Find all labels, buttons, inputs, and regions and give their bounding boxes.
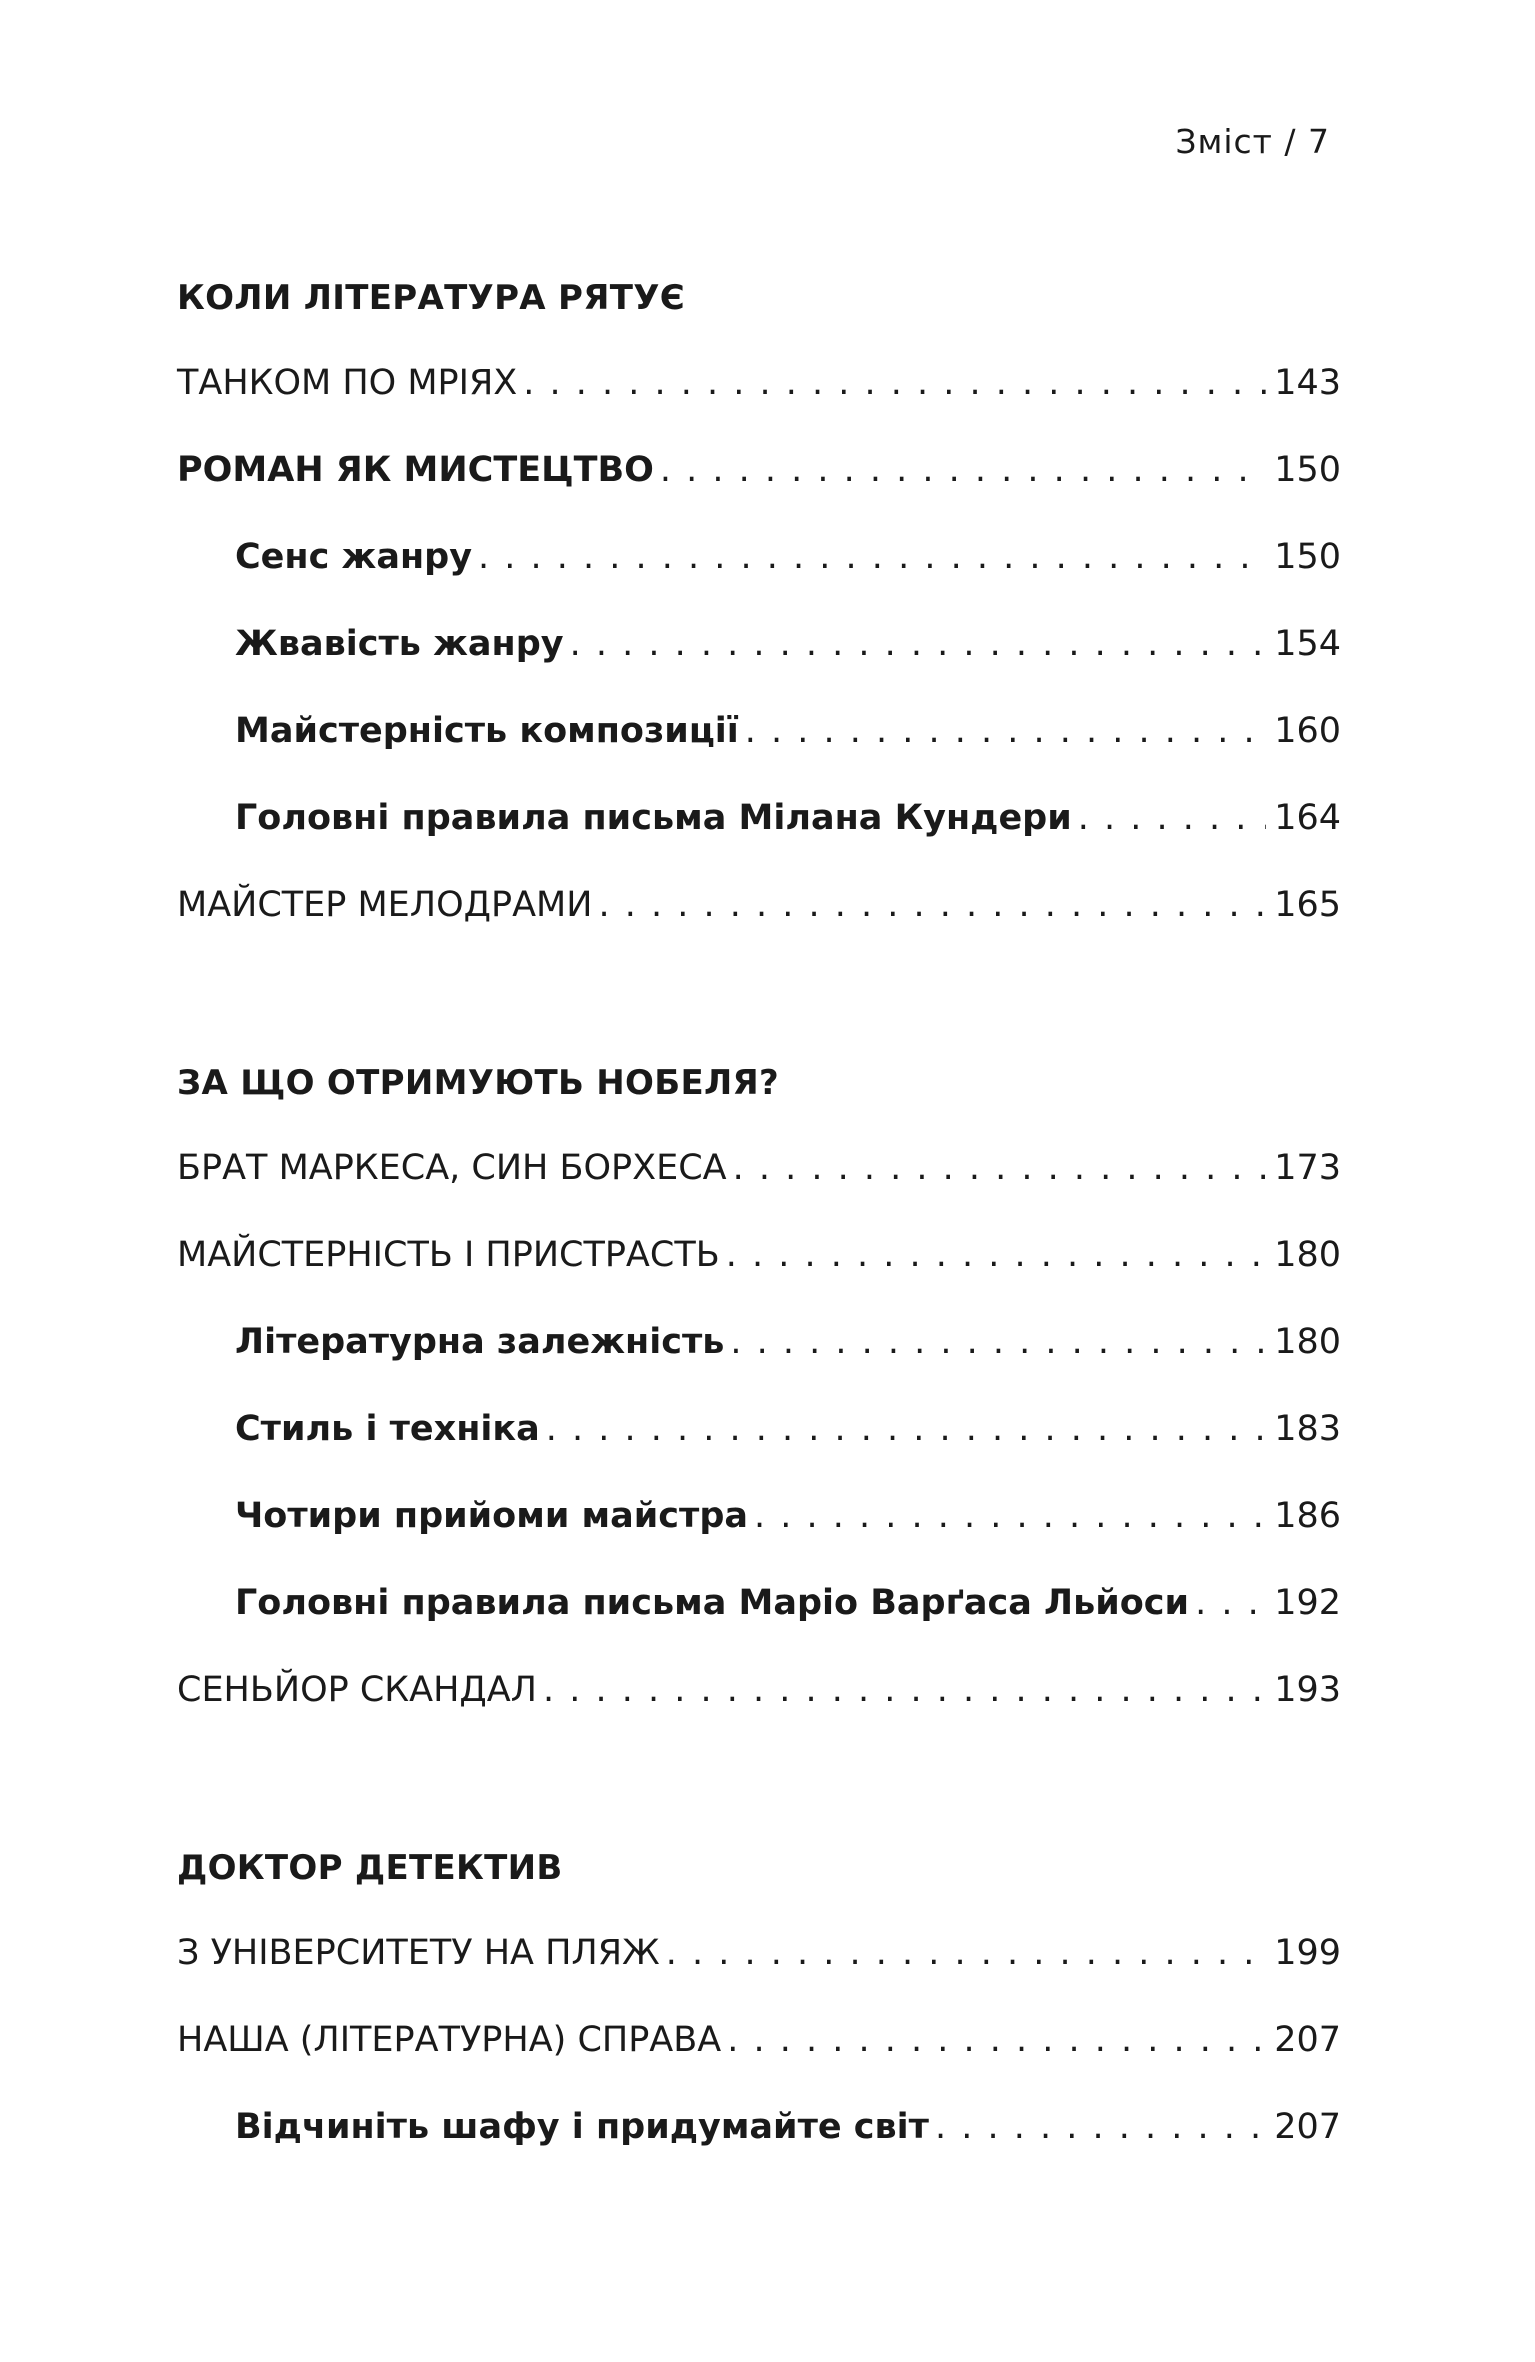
toc-entry-title: Стиль і техніка [235, 1409, 540, 1449]
dot-leader [726, 1235, 1266, 1275]
dot-leader [543, 1670, 1266, 1710]
dot-leader [745, 711, 1266, 751]
toc-entry-page: 154 [1274, 624, 1341, 664]
dot-leader [598, 885, 1266, 925]
dot-leader [666, 1933, 1266, 1973]
toc-entry-page: 173 [1274, 1148, 1341, 1188]
dot-leader [523, 363, 1266, 403]
toc-entry [177, 885, 1341, 933]
toc-entry [177, 1235, 1341, 1283]
toc-subentry [235, 1496, 1341, 1544]
toc-entry-title: Головні правила письма Мілана Кундери [235, 798, 1072, 838]
toc-entry-title: Відчиніть шафу і придумайте світ [235, 2107, 929, 2147]
toc-entry-page: 183 [1274, 1409, 1341, 1449]
toc-entry-page: 193 [1274, 1670, 1341, 1710]
toc-entry [177, 1933, 1341, 1981]
toc-subentry [235, 1322, 1341, 1370]
toc-entry-title: МАЙСТЕРНІСТЬ І ПРИСТРАСТЬ [177, 1235, 720, 1275]
toc-entry-title: СЕНЬЙОР СКАНДАЛ [177, 1670, 537, 1710]
dot-leader [1195, 1583, 1266, 1623]
toc-entry-page: 207 [1274, 2107, 1341, 2147]
running-head: Зміст / 7 [1175, 122, 1330, 161]
toc-entry-page: 180 [1274, 1322, 1341, 1362]
toc-entry-title: РОМАН ЯК МИСТЕЦТВО [177, 450, 654, 490]
toc-subentry [235, 537, 1341, 585]
dot-leader [727, 2020, 1266, 2060]
toc-entry-title: Літературна залежність [235, 1322, 725, 1362]
section-heading: ДОКТОР ДЕТЕКТИВ [177, 1848, 563, 1888]
toc-subentry [235, 711, 1341, 759]
dot-leader [660, 450, 1266, 490]
toc-subentry [235, 798, 1341, 846]
toc-entry-title: Сенс жанру [235, 537, 473, 577]
dot-leader [546, 1409, 1266, 1449]
toc-entry-page: 199 [1274, 1933, 1341, 1973]
toc-entry-page: 143 [1274, 363, 1341, 403]
toc-entry [177, 450, 1341, 498]
toc-entry-title: НАША (ЛІТЕРАТУРНА) СПРАВА [177, 2020, 722, 2060]
toc-entry-page: 207 [1274, 2020, 1341, 2060]
toc-entry [177, 363, 1341, 411]
toc-entry [177, 2020, 1341, 2068]
toc-subentry [235, 1409, 1341, 1457]
dot-leader [730, 1322, 1266, 1362]
toc-entry-page: 150 [1274, 537, 1341, 577]
toc-entry-page: 165 [1274, 885, 1341, 925]
toc-entry-title: Жвавість жанру [235, 624, 564, 664]
toc-subentry [235, 1583, 1341, 1631]
dot-leader [478, 537, 1266, 577]
toc-entry-title: БРАТ МАРКЕСА, СИН БОРХЕСА [177, 1148, 727, 1188]
dot-leader [570, 624, 1267, 664]
toc-entry-page: 192 [1274, 1583, 1341, 1623]
toc-entry-title: ТАНКОМ ПО МРІЯХ [177, 363, 518, 403]
toc-entry-page: 150 [1274, 450, 1341, 490]
toc-entry [177, 1148, 1341, 1196]
toc-entry-title: Чотири прийоми майстра [235, 1496, 749, 1536]
dot-leader [754, 1496, 1266, 1536]
toc-entry-page: 180 [1274, 1235, 1341, 1275]
section-heading: ЗА ЩО ОТРИМУЮТЬ НОБЕЛЯ? [177, 1063, 780, 1103]
toc-entry-title: Майстерність композиції [235, 711, 739, 751]
toc-entry [177, 1670, 1341, 1718]
toc-subentry [235, 624, 1341, 672]
toc-entry-page: 160 [1274, 711, 1341, 751]
toc-subentry [235, 2107, 1341, 2155]
toc-entry-page: 186 [1274, 1496, 1341, 1536]
toc-entry-title: З УНІВЕРСИТЕТУ НА ПЛЯЖ [177, 1933, 660, 1973]
toc-entry-title: Головні правила письма Маріо Варґаса Льйоси [235, 1583, 1190, 1623]
dot-leader [733, 1148, 1267, 1188]
toc-entry-title: МАЙСТЕР МЕЛОДРАМИ [177, 885, 593, 925]
dot-leader [1078, 798, 1266, 838]
dot-leader [935, 2107, 1266, 2147]
section-heading: КОЛИ ЛІТЕРАТУРА РЯТУЄ [177, 278, 685, 318]
toc-entry-page: 164 [1274, 798, 1341, 838]
